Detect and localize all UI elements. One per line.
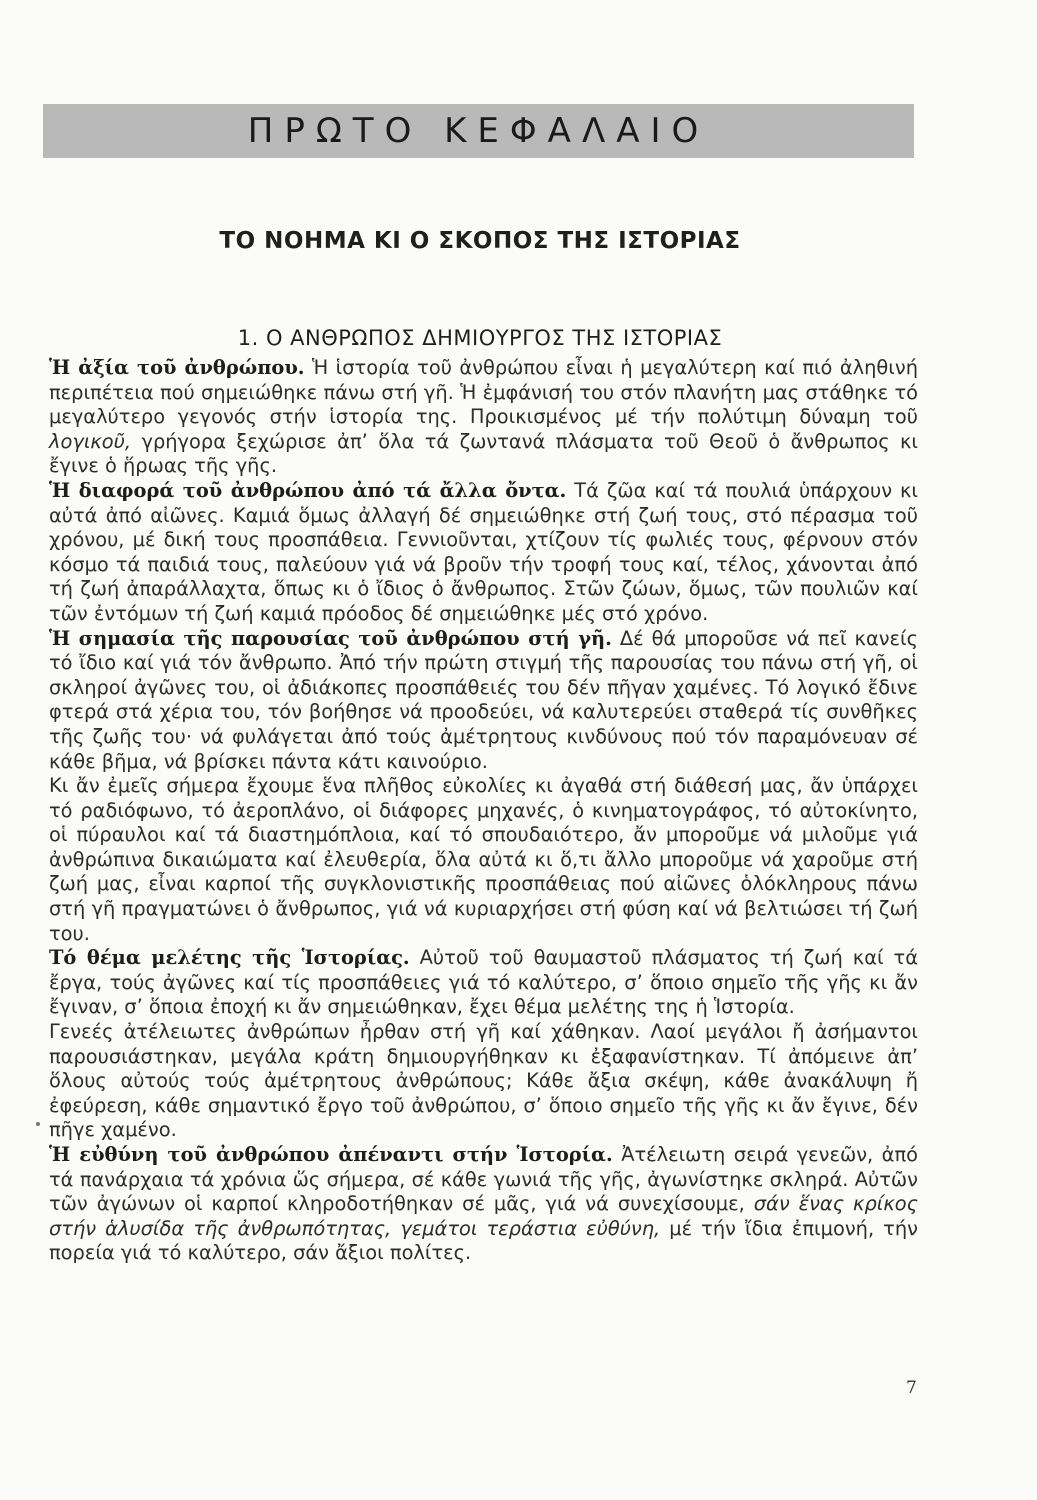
paragraph-responsibility: [49, 1143, 918, 1266]
paragraph-lead: Ἡ διαφορά τοῦ ἀνθρώπου ἀπό τά ἄλλα ὄντα.: [49, 478, 567, 502]
paragraph-text: Ἀτέλειωτη σειρά γενεῶν, ἀπό τά πανάρχαια τά χρόνια ὥς σήμερα, σέ κάθε γωνιά τῆς γῆς, ἀγωνίστηκε σκληρά. Αὐτῶν τῶν ἀγώνων οἱ καρποί κληροδοτήθηκαν σέ μᾶς, γιά νά συνεχίσουμε,: [49, 1143, 919, 1216]
paragraph-italic: λογικοῦ,: [49, 429, 132, 453]
paragraph-text: Ἡ ἱστορία τοῦ ἀνθρώπου εἶναι ἡ μεγαλύτερη καί πιό ἀληθινή περιπέτεια πού σημειώθηκε πάνω στή γῆ. Ἡ ἐμφάνισή του στόν πλανήτη μας στάθηκε τό μεγαλύτερο γεγονός στήν ἱστορία της. Προικισμένος μέ τήν πολύτιμη δύναμη τοῦ: [49, 356, 918, 429]
paragraph-text-after: μέ τήν ἴδια ἐπιμονή, τήν πορεία γιά τό καλύτερο, σάν ἄξιοι πολίτες.: [49, 1216, 918, 1265]
chapter-banner: [43, 104, 914, 158]
paragraph-difference: [49, 479, 918, 627]
paragraph-significance: [49, 627, 918, 775]
paragraph-lead: Ἡ ἀξία τοῦ ἀνθρώπου.: [49, 356, 305, 379]
paragraph-modern-goods: [49, 774, 918, 946]
paragraph-subject-of-history: [49, 946, 918, 1020]
chapter-title: ΤΟ ΝΟΗΜΑ ΚΙ Ο ΣΚΟΠΟΣ ΤΗΣ ΙΣΤΟΡΙΑΣ: [219, 228, 741, 254]
section-title: 1. Ο ΑΝΘΡΩΠΟΣ ΔΗΜΙΟΥΡΓΟΣ ΤΗΣ ΙΣΤΟΡΙΑΣ: [237, 326, 723, 350]
paragraph-italic: σάν ἕνας κρίκος στήν ἁλυσίδα τῆς ἀνθρωπότητας, γεμάτοι τεράστια εὐθύνη,: [49, 1192, 918, 1240]
paragraph-lead: Τό θέμα μελέτης τῆς Ἱστορίας.: [49, 946, 410, 970]
margin-mark: [36, 1122, 40, 1126]
paragraph-value-of-man: [49, 356, 918, 479]
paragraph-text: Αὐτοῦ τοῦ θαυμαστοῦ πλάσματος τή ζωή καί τά ἔργα, τούς ἀγῶνες καί τίς προσπάθειες γιά τό καλύτερο, σ’ ὅποιο σημεῖο τῆς γῆς κι ἄν ἔγιναν, σ’ ὅποια ἐποχή κι ἄν σημειώθηκαν, ἔχει θέμα μελέτης της ἡ Ἱστορία.: [49, 946, 918, 1019]
paragraph-lead: Ἡ εὐθύνη τοῦ ἀνθρώπου ἀπέναντι στήν Ἱστορία.: [49, 1143, 613, 1166]
paragraph-text: Κι ἄν ἐμεῖς σήμερα ἔχουμε ἕνα πλῆθος εὐκολίες κι ἀγαθά στή διάθεσή μας, ἄν ὑπάρχει τό ραδιόφωνο, τό ἀεροπλάνο, οἱ διάφορες μηχανές, ὁ κινηματογράφος, τό αὐτοκίνητο, οἱ πύραυλοι καί τά διαστημόπλοια, καί τό σπουδαιότερο, ἄν μποροῦμε νά μιλοῦμε γιά ἀνθρώπινα δικαιώματα καί ἐλευθερία, ὅλα αὐτά κι ὅ,τι ἄλλο μποροῦμε νά χαροῦμε στή ζωή μας, εἶναι καρποί τῆς συγκλονιστικῆς προσπάθειας πού αἰῶνες ὁλόκληρους πάνω στή γῆ πραγματώνει ὁ ἄνθρωπος, γιά νά κυριαρχήσει στή φύση καί νά βελτιώσει τή ζωή του.: [49, 774, 918, 945]
paragraph-lead: Ἡ σημασία τῆς παρουσίας τοῦ ἀνθρώπου στή γῆ.: [49, 626, 612, 650]
paragraph-text-after: γρήγορα ξεχώρισε ἀπ’ ὅλα τά ζωντανά πλάσματα τοῦ Θεοῦ ὁ ἄνθρωπος κι ἔγινε ὁ ἥρωας τῆς γῆς.: [49, 429, 918, 478]
body-text: [49, 356, 918, 1266]
page-number: 7: [906, 1378, 917, 1398]
chapter-banner-text: ΠΡΩΤΟ ΚΕΦΑΛΑΙΟ: [247, 111, 710, 151]
paragraph-text: Τά ζῶα καί τά πουλιά ὑπάρχουν κι αὐτά ἀπό αἰῶνες. Καμιά ὅμως ἀλλαγή δέ σημειώθηκε στή ζωή τους, στό πέρασμα τοῦ χρόνου, μέ δική τους προσπάθεια. Γεννιοῦνται, χτίζουν τίς φωλιές τους, φέρνουν στόν κόσμο τά παιδιά τους, παλεύουν γιά νά βροῦν τήν τροφή τους καί, τέλος, χάνονται ἀπό τή ζωή ἀπαράλλαχτα, ὅπως κι ὁ ἴδιος ὁ ἄνθρωπος. Στῶν ζώων, ὅμως, τῶν πουλιῶν καί τῶν ἐντόμων τή ζωή καμιά πρόοδος δέ σημειώθηκε μές στό χρόνο.: [49, 478, 918, 625]
paragraph-generations: [49, 1020, 918, 1143]
paragraph-text: Γενεές ἀτέλειωτες ἀνθρώπων ἦρθαν στή γῆ καί χάθηκαν. Λαοί μεγάλοι ἤ ἀσήμαντοι παρουσιάστηκαν, μεγάλα κράτη δημιουργήθηκαν κι ἐξαφανίστηκαν. Τί ἀπόμεινε ἀπ’ ὅλους αὐτούς τούς ἀμέτρητους ἀνθρώπους; Κάθε ἄξια σκέψη, κάθε ἀνακάλυψη ἤ ἐφεύρεση, κάθε σημαντικό ἔργο τοῦ ἀνθρώπου, σ’ ὅποιο σημεῖο τῆς γῆς κι ἄν ἔγινε, δέν πῆγε χαμένο.: [49, 1020, 918, 1142]
paragraph-text: Δέ θά μποροῦσε νά πεῖ κανείς τό ἴδιο καί γιά τόν ἄνθρωπο. Ἀπό τήν πρώτη στιγμή τῆς παρουσίας του πάνω στή γῆ, οἱ σκληροί ἀγῶνες του, οἱ ἀδιάκοπες προσπάθειές του δέν πῆγαν χαμένες. Τό λογικό ἔδινε φτερά στά χέρια του, τόν βοήθησε νά προοδεύει, νά καλυτερεύει σταθερά τίς συνθῆκες τῆς ζωῆς του· νά φυλάγεται ἀπό τούς ἀμέτρητους κινδύνους πού τόν παραμόνευαν σέ κάθε βῆμα, νά βρίσκει πάντα κάτι καινούριο.: [49, 626, 918, 773]
